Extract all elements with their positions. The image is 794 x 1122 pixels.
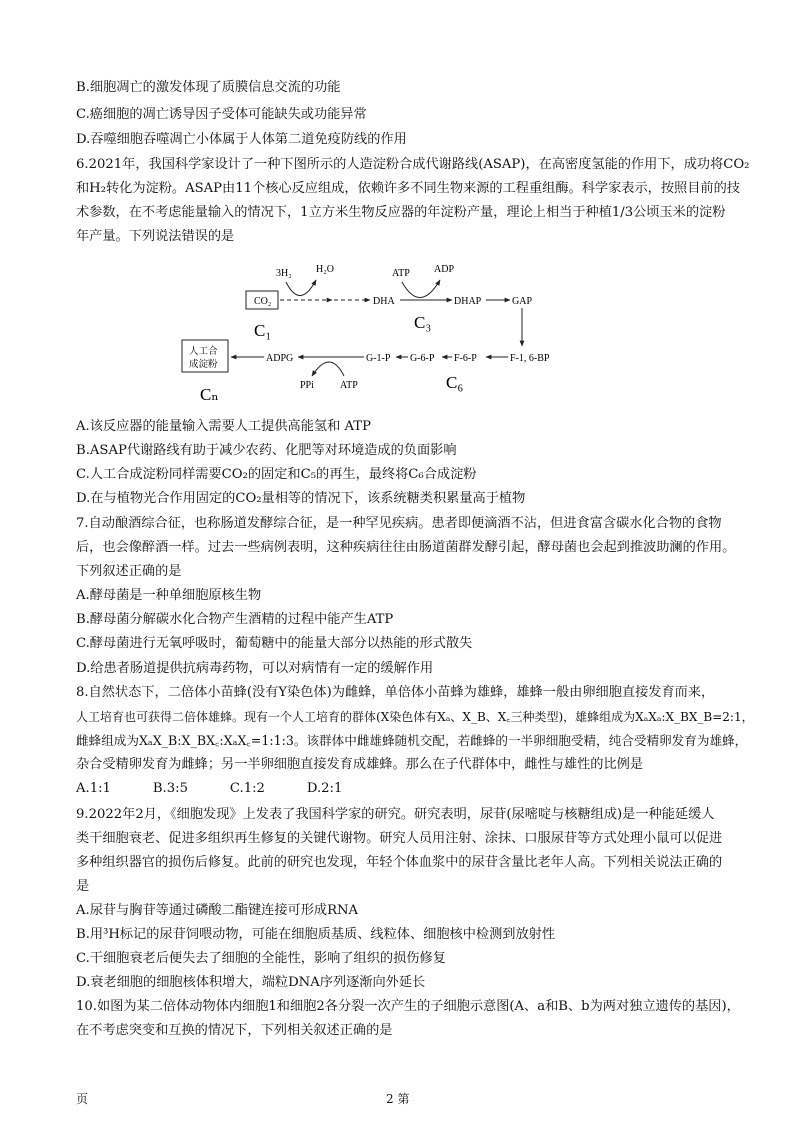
adp-label: ADP	[434, 264, 455, 275]
co2-label: CO₂	[254, 296, 272, 307]
atp-top-label: ATP	[392, 268, 410, 279]
option-d-q6: D.在与植物光合作用固定的CO₂量相等的情况下，该系统糖类积累量高于植物	[76, 491, 526, 506]
c6-label: C₆	[446, 373, 464, 392]
question-9-line-1: 9.2022年2月，《细胞发现》上发表了我国科学家的研究。研究表明，尿苷(尿嘧啶与核糖组成)是一种能延缓人	[76, 807, 715, 822]
c1-label: C₁	[254, 321, 272, 340]
option-c-q5: C.癌细胞的凋亡诱导因子受体可能缺失或功能异常	[76, 107, 367, 122]
cn-label: Cₙ	[200, 385, 219, 404]
option-b-q5: B.细胞凋亡的激发体现了质膜信息交流的功能	[76, 80, 341, 95]
question-10-line-1: 10.如图为某二倍体动物体内细胞1和细胞2各分裂一次产生的子细胞示意图(A、a和B、b为两对独立遗传的基因)，	[76, 999, 740, 1014]
option-b-q9: B.用³H标记的尿苷饲喂动物，可能在细胞质基质、线粒体、细胞核中检测到放射性	[76, 927, 556, 942]
question-8-line-3: 雌蜂组成为XₐX_B:X_BX꜀:XₐX꜀=1:1:3。该群体中雌雄蜂随机交配，若雌蜂的一半卵细胞受精，纯合受精卵发育为雄蜂，	[76, 733, 748, 748]
g1p-label: G-1-P	[366, 353, 391, 364]
question-8-line-1: 8.自然状态下，二倍体小苗蜂(没有Y染色体)为雌蜂，单倍体小苗蜂为雄蜂，雄蜂一般由卵细胞直接发育而来，	[76, 685, 715, 700]
h2-label: 3H₂	[276, 268, 292, 279]
adpg-label: ADPG	[266, 353, 294, 364]
g6p-label: G-6-P	[410, 353, 435, 364]
h2o-label: H₂O	[316, 264, 334, 275]
option-c-q7: C.酵母菌进行无氧呼吸时，葡萄糖中的能量大部分以热能的形式散失	[76, 636, 473, 651]
f16bp-label: F-1, 6-BP	[510, 353, 550, 364]
atp-ppi-curve-arrow	[312, 362, 344, 376]
question-7-line-1: 7.自动酿酒综合征，也称肠道发酵综合征，是一种罕见疾病。患者即便滴酒不沾，但进食富含碳水化合物的食物	[76, 516, 722, 531]
h2-curve-arrow	[286, 280, 316, 296]
footer-left: 页	[76, 1092, 89, 1106]
asap-pathway-diagram	[170, 258, 600, 408]
dhap-label: DHAP	[454, 296, 482, 307]
atp-bottom-label: ATP	[340, 380, 358, 391]
option-a-q9: A.尿苷与胸苷等通过磷酸二酯键连接可形成RNA	[76, 903, 359, 918]
question-7-line-2: 后，也会像醉酒一样。过去一些病例表明，这种疾病往往由肠道菌群发酵引起，酵母菌也会起到推波助澜的作用。	[76, 540, 736, 555]
question-9-line-4: 是	[76, 879, 90, 894]
option-b-q7: B.酵母菌分解碳水化合物产生酒精的过程中能产生ATP	[76, 612, 394, 627]
atp-curve-arrow	[402, 280, 440, 298]
starch-label-1: 人工合	[189, 347, 218, 357]
c3-label: C₃	[414, 313, 432, 332]
option-c-q6: C.人工合成淀粉同样需要CO₂的固定和C₅的再生，最终将C₆合成淀粉	[76, 467, 477, 482]
options-q8: A.1:1 B.3:5 C.1:2 D.2:1	[76, 781, 343, 796]
ppi-label: PPi	[300, 380, 314, 391]
question-9-line-2: 类干细胞衰老、促进多组织再生修复的关键代谢物。研究人员用注射、涂抹、口服尿苷等方式处理小鼠可以促进	[76, 831, 723, 846]
option-c-q9: C.干细胞衰老后便失去了细胞的全能性，影响了组织的损伤修复	[76, 951, 446, 966]
question-8-line-2: 人工培育也可获得二倍体雄蜂。现有一个人工培育的群体(X染色体有Xₐ、X_B、X꜀三种类型)，雄蜂组成为XₐXₐ:X_BX_B=2:1，	[76, 710, 754, 724]
question-6-line-2: 和H₂转化为淀粉。ASAP由11个核心反应组成，依赖许多不同生物来源的工程重组酶。科学家表示，按照目前的技	[76, 181, 740, 196]
option-d-q7: D.给患者肠道提供抗病毒药物，可以对病情有一定的缓解作用	[76, 661, 434, 676]
question-10-line-2: 在不考虑突变和互换的情况下，下列相关叙述正确的是	[76, 1023, 393, 1038]
question-7-line-3: 下列叙述正确的是	[76, 564, 182, 579]
footer-page-number: 2 第	[386, 1092, 410, 1106]
option-d-q9: D.衰老细胞的细胞核体积增大，端粒DNA序列逐渐向外延长	[76, 975, 426, 990]
question-9-line-3: 多种组织器官的损伤后修复。此前的研究也发现，年轻个体血浆中的尿苷含量比老年人高。下列相关说法正确的	[76, 855, 723, 870]
question-6-line-1: 6.2021年，我国科学家设计了一种下图所示的人造淀粉合成代谢路线(ASAP)，在高密度氢能的作用下，成功将CO₂	[76, 157, 750, 172]
question-6-line-3: 术参数，在不考虑能量输入的情况下，1立方米生物反应器的年淀粉产量，理论上相当于种植1/3公顷玉米的淀粉	[76, 205, 726, 220]
gap-label: GAP	[512, 296, 533, 307]
question-8-line-4: 杂合受精卵发育为雌蜂；另一半卵细胞直接发育成雄蜂。那么在子代群体中，雌性与雄性的比例是	[76, 757, 644, 772]
option-d-q5: D.吞噬细胞吞噬凋亡小体属于人体第二道免疫防线的作用	[76, 132, 407, 147]
option-b-q6: B.ASAP代谢路线有助于减少农药、化肥等对环境造成的负面影响	[76, 443, 457, 458]
starch-label-2: 成淀粉	[189, 360, 218, 370]
option-a-q6: A.该反应器的能量输入需要人工提供高能氢和 ATP	[76, 419, 371, 434]
dha-label: DHA	[373, 296, 395, 307]
option-a-q7: A.酵母菌是一种单细胞原核生物	[76, 588, 262, 603]
question-6-line-4: 年产量。下列说法错误的是	[76, 229, 235, 244]
f6p-label: F-6-P	[454, 353, 477, 364]
